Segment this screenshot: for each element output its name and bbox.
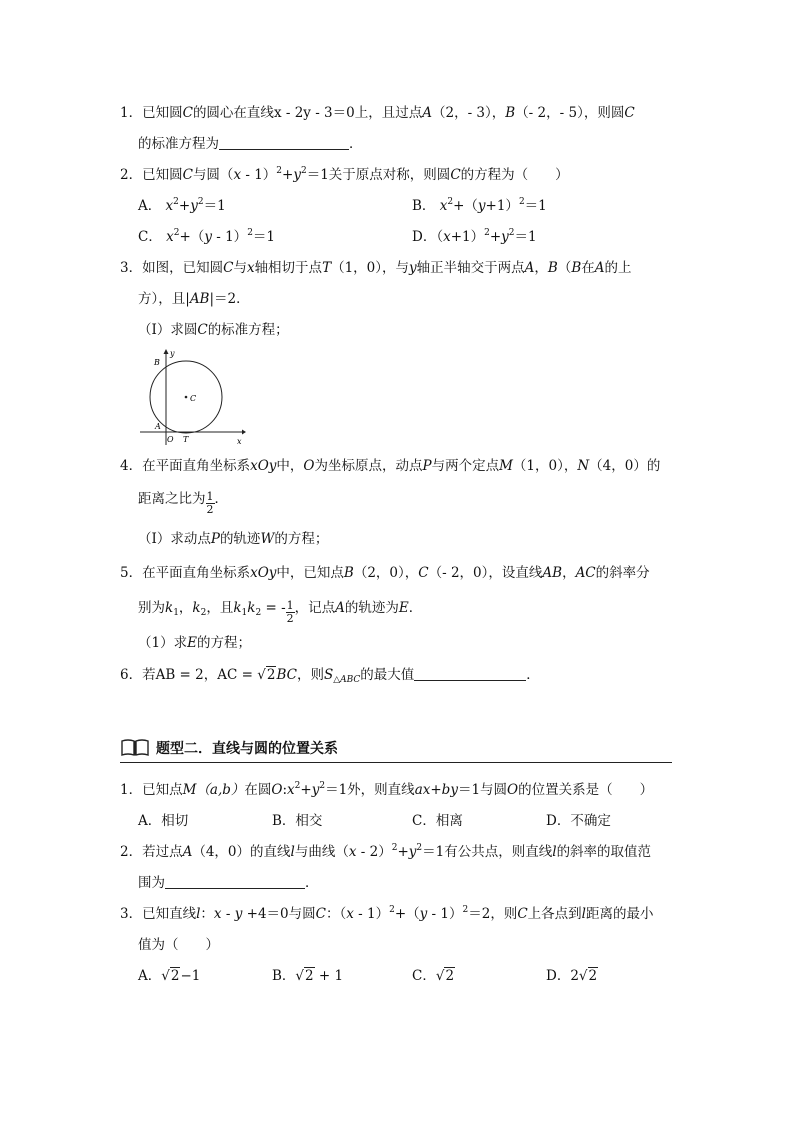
- q4-line2: 距离之比为 $\frac{1}{2}$ ．: [138, 490, 228, 516]
- s2-q3-line1: 3．已知直线l：x - y +4＝0与圆C：（x - 1）$^2$+（y - 1）$^2$＝2，则C上各点到l距离的最小: [120, 905, 654, 922]
- answer-blank[interactable]: [165, 874, 305, 889]
- section-title: 题型二．直线与圆的位置关系: [156, 741, 338, 757]
- q6-line1: 6．若AB = 2，AC = √2BC，则$S_{\triangle ABC}$的最大值 ．: [120, 667, 540, 685]
- q5-line2: 别为$k_1$，$k_2$，且$k_1k_2$ = - $\frac{1}{2}$ ，记点A的轨迹为E．: [138, 599, 423, 625]
- s2-q3-option-a[interactable]: A．√2−1: [138, 968, 201, 984]
- s2-q2-line1: 2．若过点A（4，0）的直线l与曲线$(x - 2)^2+y^2=1$有公共点，则直线l的斜率的取值范: [120, 843, 652, 860]
- q1-line1: 1．已知圆C的圆心在直线x - 2y - 3＝0上，且过点A（2，- 3），B（- 2，- 5），则圆C: [120, 105, 635, 121]
- s2-q1-option-a[interactable]: A．相切: [138, 813, 189, 829]
- q1-line2: 的标准方程为 ．: [138, 136, 363, 152]
- answer-blank[interactable]: [219, 135, 349, 150]
- s2-q1-line1: 1．已知点M（a,b）在圆$O:x^2+y^2=1$外，则直线ax+by＝1与圆O的位置关系是（ ）: [120, 781, 654, 798]
- center-point: [185, 396, 188, 399]
- s2-q1-option-c[interactable]: C．相离: [412, 813, 463, 829]
- q5-sub1: （1）求E的方程；: [138, 635, 251, 651]
- fraction-one-half: $\frac{1}{2}$: [206, 490, 214, 516]
- s2-q3-option-d[interactable]: D．2√2: [546, 968, 598, 984]
- x-axis-arrow-icon: [242, 430, 246, 435]
- s2-q3-option-c[interactable]: C．√2: [412, 968, 455, 984]
- s2-q2-line2: 围为 ．: [138, 875, 319, 891]
- label-a: A: [155, 422, 161, 431]
- q2-option-b[interactable]: B． $x^2+(y+1)^2=1$: [412, 197, 547, 214]
- s2-q3-option-b[interactable]: B．√2 + 1: [272, 968, 344, 984]
- section-divider: [120, 762, 672, 763]
- q2-option-d[interactable]: D．$(x+1)^2+y^2=1$: [412, 228, 537, 245]
- sqrt-2: √2: [257, 667, 276, 683]
- q4-line1: 4．在平面直角坐标系xOy中，O为坐标原点，动点P与两个定点M（1，0），N（4，0）的: [120, 458, 661, 474]
- label-x: x: [237, 437, 242, 446]
- circle-figure: [138, 345, 248, 449]
- open-book-icon: [120, 738, 150, 758]
- q2-line1: 2．已知圆C与圆$(x - 1)^2+y^2=1$关于原点对称，则圆C的方程为（ ）: [120, 166, 569, 183]
- q2-option-c[interactable]: C． $x^2+(y - 1)^2=1$: [138, 228, 276, 245]
- q3-line1: 3．如图，已知圆C与x轴相切于点T（1，0），与y轴正半轴交于两点A，B（B在A的上: [120, 260, 632, 276]
- fraction-neg-one-half: $\frac{1}{2}$: [286, 599, 294, 625]
- section-header: [120, 738, 338, 758]
- s2-q3-line2: 值为（ ）: [138, 937, 219, 953]
- s2-q1-option-d[interactable]: D．不确定: [546, 813, 611, 829]
- s2-q1-option-b[interactable]: B．相交: [272, 813, 323, 829]
- label-o: O: [167, 435, 174, 444]
- label-c: C: [190, 394, 197, 403]
- answer-blank[interactable]: [414, 666, 526, 681]
- q3-line2: 方），且|AB|＝2．: [138, 291, 250, 307]
- q4-sub1: （Ⅰ）求动点P的轨迹W的方程；: [138, 531, 329, 547]
- label-y: y: [170, 349, 175, 358]
- label-b: B: [154, 358, 160, 367]
- q2-option-a[interactable]: A． $x^2+y^2=1$: [138, 197, 226, 214]
- y-axis-arrow-icon: [164, 349, 169, 354]
- label-t: T: [183, 435, 189, 444]
- q5-line1: 5．在平面直角坐标系xOy中，已知点B（2，0），C（- 2，0），设直线AB，AC的斜率分: [120, 565, 650, 581]
- q3-sub1: （Ⅰ）求圆C的标准方程；: [138, 322, 289, 338]
